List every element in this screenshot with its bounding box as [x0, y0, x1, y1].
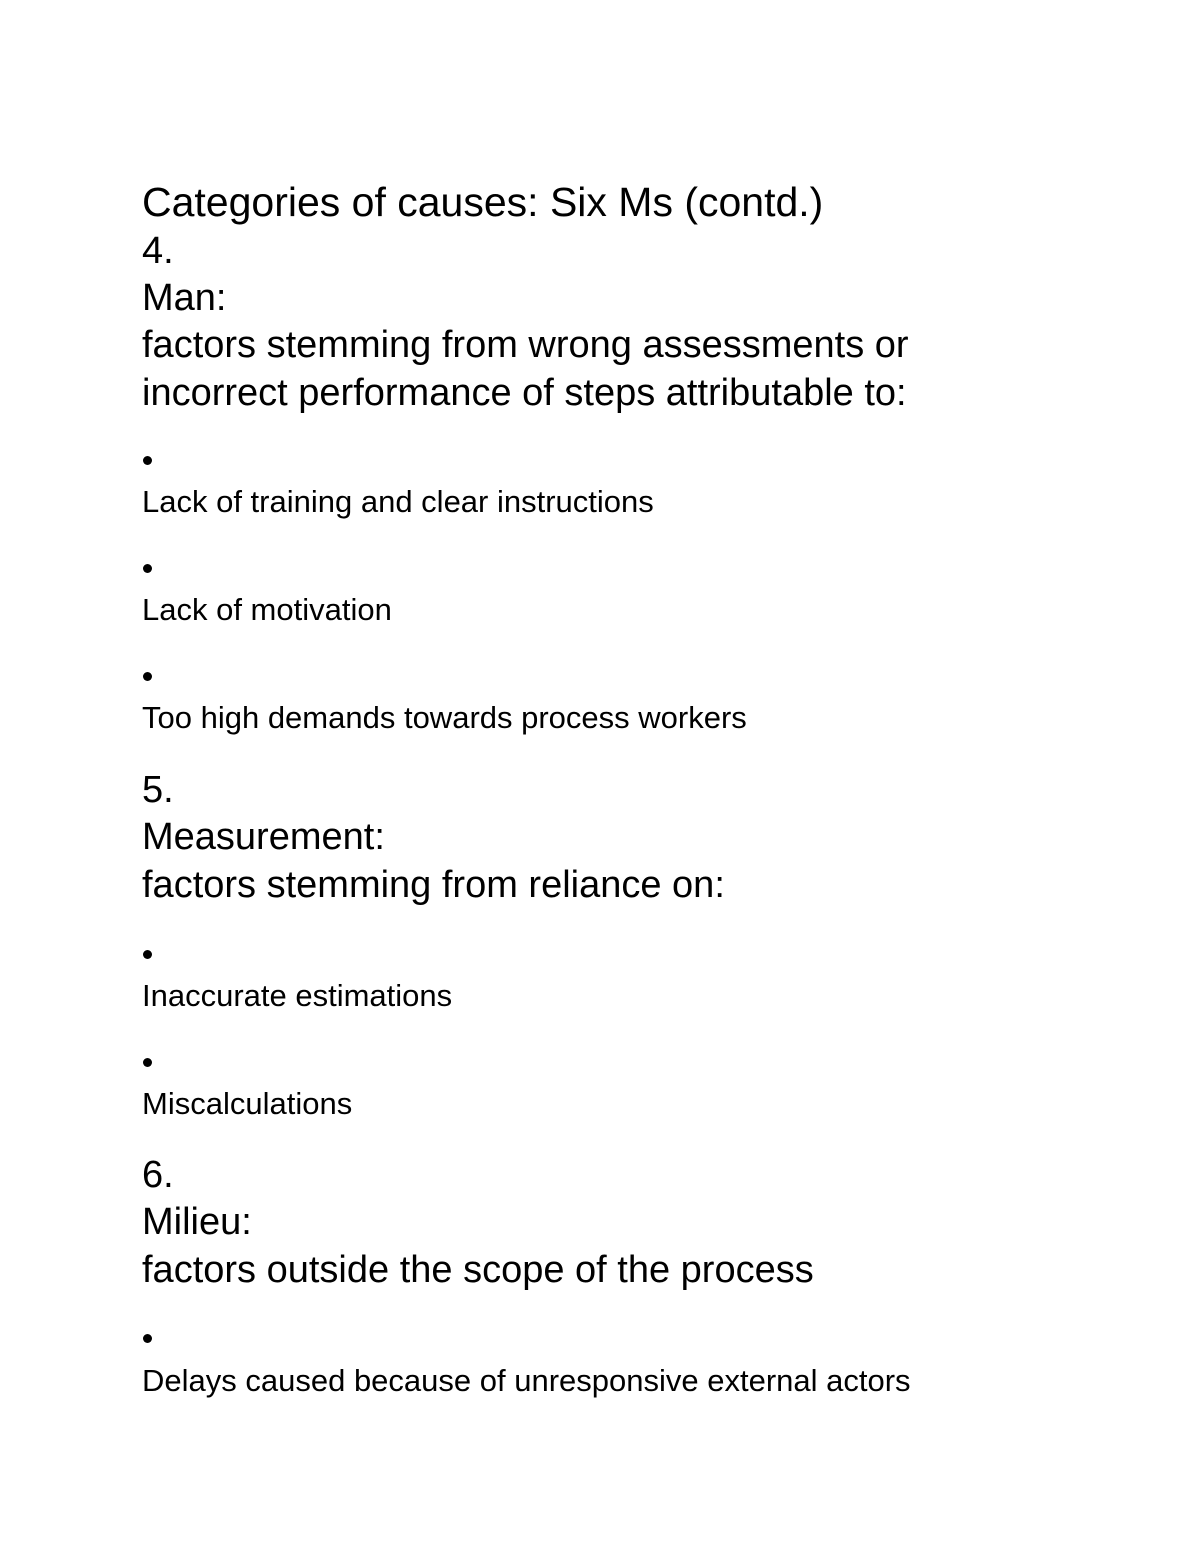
- section-name: Milieu:: [142, 1201, 252, 1243]
- section-number: 5.: [142, 769, 174, 811]
- list-item: Miscalculations: [142, 1086, 353, 1121]
- section-description: factors outside the scope of the process: [142, 1249, 814, 1291]
- bullet-icon: [143, 564, 152, 573]
- section-number: 6.: [142, 1154, 174, 1196]
- list-item: Lack of training and clear instructions: [142, 484, 654, 519]
- section-number: 4.: [142, 230, 174, 272]
- list-item: Too high demands towards process workers: [142, 700, 747, 735]
- list-item: Inaccurate estimations: [142, 978, 453, 1013]
- bullet-icon: [143, 672, 152, 681]
- bullet-icon: [143, 1334, 152, 1343]
- section-description: factors stemming from reliance on:: [142, 864, 725, 906]
- list-item: Lack of motivation: [142, 592, 392, 627]
- section-description: incorrect performance of steps attributable to:: [142, 372, 907, 414]
- page-title: Categories of causes: Six Ms (contd.): [142, 179, 824, 225]
- section-description: factors stemming from wrong assessments or: [142, 324, 909, 366]
- bullet-icon: [143, 1058, 152, 1067]
- section-name: Man:: [142, 277, 227, 319]
- list-item: Delays caused because of unresponsive external actors: [142, 1363, 911, 1398]
- bullet-icon: [143, 456, 152, 465]
- bullet-icon: [143, 950, 152, 959]
- section-name: Measurement:: [142, 816, 385, 858]
